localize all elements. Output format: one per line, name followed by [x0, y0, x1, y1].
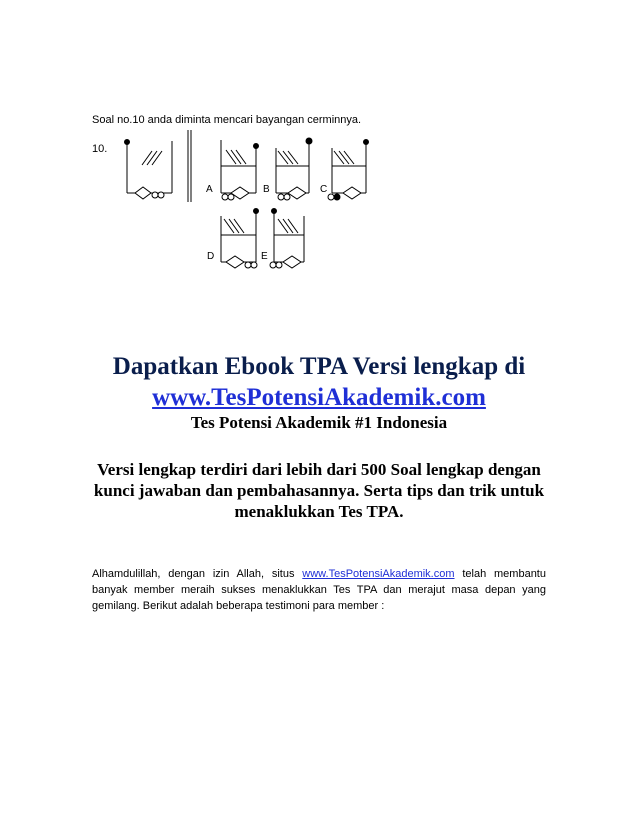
intro-paragraph: [92, 566, 546, 614]
promo-title: Dapatkan Ebook TPA Versi lengkap di: [112, 353, 526, 380]
option-e-label: E: [261, 251, 268, 262]
option-b-label: B: [263, 184, 270, 195]
option-d-figure: [221, 209, 259, 269]
intro-text-after: telah membantu banyak member meraih sukses menaklukkan Tes TPA dan merajut masa depan yang gemilang. Berikut adalah beberapa testimoni para member :: [92, 568, 546, 612]
option-c-figure: [328, 140, 369, 201]
promo-subtitle: Tes Potensi Akademik #1 Indonesia: [190, 413, 448, 432]
intro-text-before: Alhamdulillah, dengan izin Allah, situs: [92, 568, 303, 580]
mirror-figures: [0, 130, 638, 280]
question-figure: [125, 140, 173, 200]
mirror-lines: [188, 130, 191, 202]
question-number: 10.: [92, 143, 108, 155]
promo-description: Versi lengkap terdiri dari lebih dari 500 Soal lengkap dengan kunci jawaban dan pembahasannya. Serta tips dan trik untuk menaklukkan Tes TPA.: [93, 460, 545, 521]
option-a-figure: [221, 140, 259, 200]
option-b-figure: [276, 138, 312, 200]
option-e-figure: [270, 209, 304, 269]
option-c-label: C: [320, 184, 328, 195]
option-a-label: A: [206, 184, 213, 195]
intro-link[interactable]: www.TesPotensiAkademik.com: [302, 568, 455, 580]
option-d-label: D: [207, 251, 215, 262]
promo-link[interactable]: www.TesPotensiAkademik.com: [152, 384, 486, 411]
question-text: Soal no.10 anda diminta mencari bayangan cerminnya.: [92, 114, 362, 126]
